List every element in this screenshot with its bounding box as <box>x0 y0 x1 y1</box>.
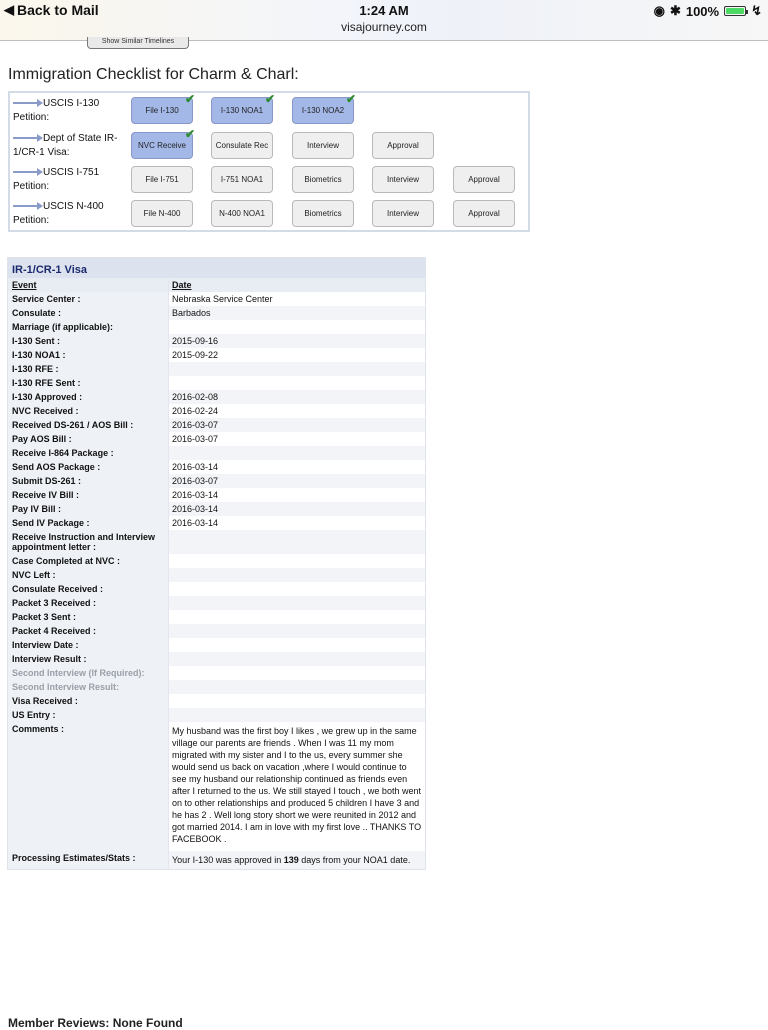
visa-timeline-table <box>7 257 426 870</box>
checklist-step-label: Approval <box>468 175 500 184</box>
date-cell: 2016-03-14 <box>168 460 425 474</box>
date-cell: 2015-09-22 <box>168 348 425 362</box>
checklist-step-label: I-130 NOA1 <box>220 106 264 115</box>
checklist-step-label: File I-130 <box>145 106 179 115</box>
event-cell: Received DS-261 / AOS Bill : <box>8 418 168 432</box>
table-row <box>8 652 425 666</box>
event-cell: US Entry : <box>8 708 168 722</box>
checklist-step-button[interactable] <box>292 92 356 124</box>
checklist-row-label <box>13 132 123 160</box>
checklist-step-label: NVC Receive <box>137 141 186 150</box>
checklist-row-label-text: USCIS I-751 Petition: <box>13 167 100 192</box>
checkmark-icon: ✔ <box>184 92 195 106</box>
checklist-step-button[interactable] <box>211 200 273 227</box>
checklist-step-button[interactable] <box>372 166 434 193</box>
table-row <box>8 306 425 320</box>
comments-label: Comments : <box>8 722 168 851</box>
table-row <box>8 376 425 390</box>
date-cell: 2016-03-14 <box>168 502 425 516</box>
table-row <box>8 708 425 722</box>
date-cell <box>168 666 425 680</box>
table-row <box>8 680 425 694</box>
status-indicators <box>654 3 762 19</box>
checklist-step-label: Interview <box>386 175 419 184</box>
arrow-right-icon <box>13 168 43 176</box>
battery-percent: 100% <box>685 3 720 19</box>
checklist-step-button[interactable] <box>292 200 354 227</box>
date-cell <box>168 610 425 624</box>
checklist-step-button[interactable] <box>453 166 515 193</box>
checklist-step-button[interactable] <box>211 92 275 124</box>
table-title: IR-1/CR-1 Visa <box>8 258 425 278</box>
table-row <box>8 624 425 638</box>
checklist-step-button[interactable] <box>453 200 515 227</box>
checklist-step-label: Approval <box>387 141 419 150</box>
checklist-step-button[interactable] <box>211 166 273 193</box>
event-cell: Second Interview (If Required): <box>8 666 168 680</box>
checklist-row <box>10 128 528 162</box>
processing-text <box>168 851 425 869</box>
checklist-row-label-text: Dept of State IR-1/CR-1 Visa: <box>13 133 118 158</box>
event-cell: Packet 3 Received : <box>8 596 168 610</box>
table-row <box>8 320 425 334</box>
table-row <box>8 404 425 418</box>
event-cell: Second Interview Result: <box>8 680 168 694</box>
checklist-row <box>10 196 528 230</box>
date-cell <box>168 376 425 390</box>
checklist-step-button[interactable] <box>131 166 193 193</box>
checklist-row-label-text: USCIS N-400 Petition: <box>13 201 104 226</box>
arrow-right-icon <box>13 134 43 142</box>
checklist-step-button[interactable] <box>292 132 354 159</box>
date-cell <box>168 624 425 638</box>
checklist-title: Immigration Checklist for Charm & Charl: <box>8 66 299 83</box>
table-row <box>8 610 425 624</box>
date-cell <box>168 652 425 666</box>
checklist-step-label: Interview <box>306 141 339 150</box>
event-cell: I-130 RFE : <box>8 362 168 376</box>
processing-prefix: Your I-130 was approved in <box>172 855 284 865</box>
column-header-date: Date <box>168 278 425 292</box>
processing-days: 139 <box>283 855 299 865</box>
date-cell <box>168 446 425 460</box>
date-cell <box>168 596 425 610</box>
event-cell: Packet 4 Received : <box>8 624 168 638</box>
checklist-step-label: Consulate Rec <box>215 141 269 150</box>
checkmark-icon: ✔ <box>264 92 275 106</box>
date-cell: 2016-03-07 <box>168 418 425 432</box>
checklist-step-button[interactable] <box>131 92 195 124</box>
date-cell: Barbados <box>168 306 425 320</box>
date-cell <box>168 568 425 582</box>
checklist-step-label: Biometrics <box>304 175 342 184</box>
table-row <box>8 432 425 446</box>
event-cell: Interview Date : <box>8 638 168 652</box>
date-cell <box>168 554 425 568</box>
checklist-row-label <box>13 97 123 125</box>
date-cell <box>168 694 425 708</box>
event-cell: Interview Result : <box>8 652 168 666</box>
date-cell <box>168 530 425 554</box>
checklist-step-label: I-130 NOA2 <box>301 106 345 115</box>
event-cell: I-130 Sent : <box>8 334 168 348</box>
event-cell: I-130 NOA1 : <box>8 348 168 362</box>
table-row <box>8 516 425 530</box>
arrow-right-icon <box>13 202 43 210</box>
checklist-row <box>10 93 528 127</box>
checklist-step-button[interactable] <box>211 132 273 159</box>
event-cell: NVC Received : <box>8 404 168 418</box>
table-row <box>8 502 425 516</box>
table-row <box>8 460 425 474</box>
table-row <box>8 418 425 432</box>
checklist-step-button[interactable] <box>131 200 193 227</box>
table-row <box>8 638 425 652</box>
event-cell: Pay AOS Bill : <box>8 432 168 446</box>
checklist-step-label: File N-400 <box>143 209 181 218</box>
table-row <box>8 530 425 554</box>
event-cell: Case Completed at NVC : <box>8 554 168 568</box>
table-row <box>8 292 425 306</box>
comments-row <box>8 722 425 851</box>
checklist-row-label <box>13 166 123 194</box>
checklist-step-label: N-400 NOA1 <box>219 209 265 218</box>
column-header-event: Event <box>8 278 168 292</box>
event-cell: Consulate : <box>8 306 168 320</box>
checklist-step-button[interactable] <box>372 200 434 227</box>
table-row <box>8 446 425 460</box>
battery-icon <box>724 6 746 16</box>
back-chevron-icon: ◀ <box>4 2 14 17</box>
table-row <box>8 568 425 582</box>
checklist-step-label: Biometrics <box>304 209 342 218</box>
event-cell: Service Center : <box>8 292 168 306</box>
checklist-step-label: File I-751 <box>145 175 179 184</box>
table-row <box>8 334 425 348</box>
event-cell: NVC Left : <box>8 568 168 582</box>
table-row <box>8 666 425 680</box>
date-cell: 2016-03-07 <box>168 432 425 446</box>
table-row <box>8 488 425 502</box>
checkmark-icon: ✔ <box>345 92 356 106</box>
charging-icon: ↯ <box>751 3 762 18</box>
table-row <box>8 694 425 708</box>
table-row <box>8 582 425 596</box>
status-bar <box>0 0 768 41</box>
address-bar-url[interactable]: visajourney.com <box>341 20 427 34</box>
processing-suffix: days from your NOA1 date. <box>298 855 411 865</box>
show-similar-timelines-button[interactable]: Show Similar Timelines <box>87 37 189 49</box>
checkmark-icon: ✔ <box>184 127 195 141</box>
immigration-checklist <box>8 91 530 232</box>
event-cell: Marriage (if applicable): <box>8 320 168 334</box>
event-cell: Receive Instruction and Interview appointment letter : <box>8 530 168 554</box>
date-cell <box>168 708 425 722</box>
event-cell: Visa Received : <box>8 694 168 708</box>
table-row <box>8 348 425 362</box>
processing-row <box>8 851 425 869</box>
date-cell <box>168 680 425 694</box>
table-row <box>8 596 425 610</box>
date-cell: 2016-03-07 <box>168 474 425 488</box>
checklist-row <box>10 162 528 196</box>
date-cell: 2016-02-08 <box>168 390 425 404</box>
checklist-step-label: Interview <box>386 209 419 218</box>
date-cell: 2016-03-14 <box>168 488 425 502</box>
checklist-step-label: Approval <box>468 209 500 218</box>
checklist-row-label <box>13 200 123 228</box>
date-cell: Nebraska Service Center <box>168 292 425 306</box>
bluetooth-icon: ✱ <box>669 3 681 18</box>
back-to-mail-label: Back to Mail <box>17 2 99 18</box>
table-header <box>8 278 425 292</box>
event-cell: Pay IV Bill : <box>8 502 168 516</box>
date-cell <box>168 582 425 596</box>
event-cell: Send IV Package : <box>8 516 168 530</box>
comments-text: My husband was the first boy I likes , we grew up in the same village our parents are friends . When I was 11 my mom migrated with my sister and I to the us, every summer she would send us back on vacation ,where I would continue to see my husband our relationship continued as friends even after I returned to the us. We still stayed I touch , we both went on to other relationships and produced 5 children I have 3 and he has 2 . Well long story short we were reunited in 2012 and got married 2014. I am in love with my first love .. THANKS TO FACEBOOK . <box>168 722 425 851</box>
date-cell: 2016-02-24 <box>168 404 425 418</box>
event-cell: Submit DS-261 : <box>8 474 168 488</box>
event-cell: Consulate Received : <box>8 582 168 596</box>
event-cell: Packet 3 Sent : <box>8 610 168 624</box>
arrow-right-icon <box>13 99 43 107</box>
event-cell: Receive IV Bill : <box>8 488 168 502</box>
checklist-step-button[interactable] <box>292 166 354 193</box>
date-cell: 2016-03-14 <box>168 516 425 530</box>
event-cell: Send AOS Package : <box>8 460 168 474</box>
date-cell <box>168 320 425 334</box>
table-row <box>8 362 425 376</box>
date-cell <box>168 638 425 652</box>
checklist-step-button[interactable] <box>372 132 434 159</box>
table-row <box>8 474 425 488</box>
checklist-row-label-text: USCIS I-130 Petition: <box>13 98 100 123</box>
date-cell: 2015-09-16 <box>168 334 425 348</box>
date-cell <box>168 362 425 376</box>
event-cell: Receive I-864 Package : <box>8 446 168 460</box>
orientation-lock-icon: ◉ <box>653 3 665 18</box>
checklist-step-label: I-751 NOA1 <box>220 175 264 184</box>
event-cell: I-130 RFE Sent : <box>8 376 168 390</box>
member-reviews-heading: Member Reviews: None Found <box>8 1016 183 1030</box>
event-cell: I-130 Approved : <box>8 390 168 404</box>
processing-label: Processing Estimates/Stats : <box>8 851 168 869</box>
table-row <box>8 390 425 404</box>
checklist-step-button[interactable] <box>131 127 195 159</box>
table-row <box>8 554 425 568</box>
status-time: 1:24 AM <box>359 3 409 18</box>
